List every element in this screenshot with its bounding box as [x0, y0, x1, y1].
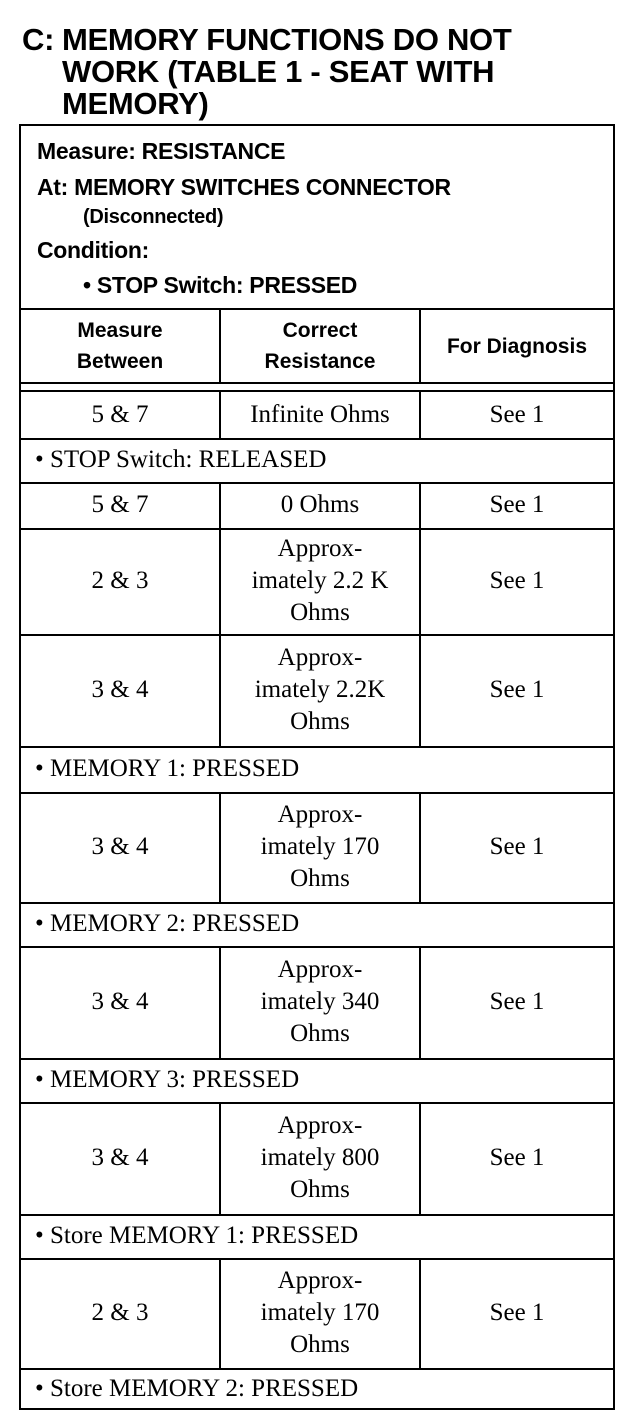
resistance-cell — [219, 634, 419, 746]
diagnosis-cell: See 1 — [419, 634, 613, 746]
resistance-cell — [219, 392, 419, 438]
resistance-line: Ohms — [290, 708, 350, 735]
diagnosis-cell: See 1 — [419, 528, 613, 634]
resistance-cell — [219, 946, 419, 1058]
resistance-line: imately 170 — [260, 833, 380, 860]
table-row — [21, 528, 613, 636]
header-divider — [21, 382, 613, 392]
table-row — [21, 634, 613, 748]
table-row — [21, 792, 613, 904]
resistance-line: Approx- — [277, 535, 363, 562]
measure-between-cell: 2 & 3 — [91, 567, 149, 594]
resistance-cell — [219, 792, 419, 902]
resistance-line: Infinite Ohms — [250, 401, 390, 428]
resistance-cell — [219, 1102, 419, 1214]
page-title — [22, 24, 622, 120]
title-line-2: WORK (TABLE 1 - SEAT WITH — [62, 54, 495, 89]
measure-between-cell: 3 & 4 — [91, 988, 149, 1015]
condition-text: • MEMORY 2: PRESSED — [35, 910, 300, 937]
resistance-line: Ohms — [290, 1331, 350, 1358]
measurement-spec — [21, 126, 613, 310]
table-row — [21, 946, 613, 1060]
measure-between-cell: 5 & 7 — [91, 401, 149, 428]
resistance-line: imately 2.2K — [254, 676, 386, 703]
measure-between-cell: 2 & 3 — [91, 1299, 149, 1326]
resistance-cell — [219, 1258, 419, 1368]
resistance-line: imately 800 — [260, 1144, 380, 1171]
condition-row — [21, 746, 613, 794]
resistance-cell — [219, 482, 419, 528]
condition-text: • Store MEMORY 1: PRESSED — [35, 1222, 359, 1249]
diagnosis-cell: See 1 — [419, 792, 613, 902]
resistance-line: imately 340 — [260, 988, 380, 1015]
resistance-line: Ohms — [290, 599, 350, 626]
measure-between-cell: 3 & 4 — [91, 833, 149, 860]
title-line-3: MEMORY) — [62, 86, 209, 121]
resistance-line: Ohms — [290, 1020, 350, 1047]
table-row — [21, 1258, 613, 1370]
diagnosis-cell: See 1 — [419, 1102, 613, 1214]
condition-text: • MEMORY 3: PRESSED — [35, 1066, 300, 1093]
resistance-line: Approx- — [277, 644, 363, 671]
measure-between-cell: 3 & 4 — [91, 1144, 149, 1171]
condition-text: • MEMORY 1: PRESSED — [35, 755, 300, 782]
diagnosis-cell: See 1 — [419, 1258, 613, 1368]
condition-row — [21, 438, 613, 484]
location-note: (Disconnected) — [83, 206, 224, 228]
diagnosis-cell: See 1 — [419, 482, 613, 528]
resistance-line: Ohms — [290, 1176, 350, 1203]
resistance-line: Approx- — [277, 956, 363, 983]
condition-row — [21, 1368, 613, 1410]
measure-location: At: MEMORY SWITCHES CONNECTOR — [37, 174, 451, 200]
initial-condition: • STOP Switch: PRESSED — [83, 272, 358, 298]
header-correct-resistance: Correct Resistance — [219, 310, 419, 382]
resistance-line: imately 170 — [260, 1299, 380, 1326]
condition-text: • STOP Switch: RELEASED — [35, 446, 327, 473]
title-line-1: MEMORY FUNCTIONS DO NOT — [62, 22, 512, 57]
measure-type: Measure: RESISTANCE — [37, 138, 286, 164]
resistance-line: 0 Ohms — [280, 491, 360, 518]
condition-row — [21, 1214, 613, 1260]
resistance-line: Approx- — [277, 1267, 363, 1294]
diagnostic-table — [19, 124, 615, 1410]
table-row — [21, 392, 613, 440]
condition-row — [21, 1058, 613, 1104]
condition-row — [21, 902, 613, 948]
condition-text: • Store MEMORY 2: PRESSED — [35, 1375, 359, 1402]
resistance-cell — [219, 528, 419, 634]
resistance-line: Ohms — [290, 865, 350, 892]
measure-between-cell: 5 & 7 — [91, 491, 149, 518]
column-headers — [21, 310, 613, 382]
header-for-diagnosis: For Diagnosis — [419, 310, 613, 382]
resistance-line: Approx- — [277, 1112, 363, 1139]
diagnosis-cell: See 1 — [419, 946, 613, 1058]
diagnosis-cell: See 1 — [419, 392, 613, 438]
condition-label: Condition: — [37, 237, 149, 263]
header-measure-between: Measure Between — [76, 319, 164, 373]
table-row — [21, 482, 613, 530]
table-row — [21, 1102, 613, 1216]
resistance-line: Approx- — [277, 801, 363, 828]
measure-between-cell: 3 & 4 — [91, 676, 149, 703]
section-letter: C: — [22, 22, 55, 57]
resistance-line: imately 2.2 K — [251, 567, 389, 594]
